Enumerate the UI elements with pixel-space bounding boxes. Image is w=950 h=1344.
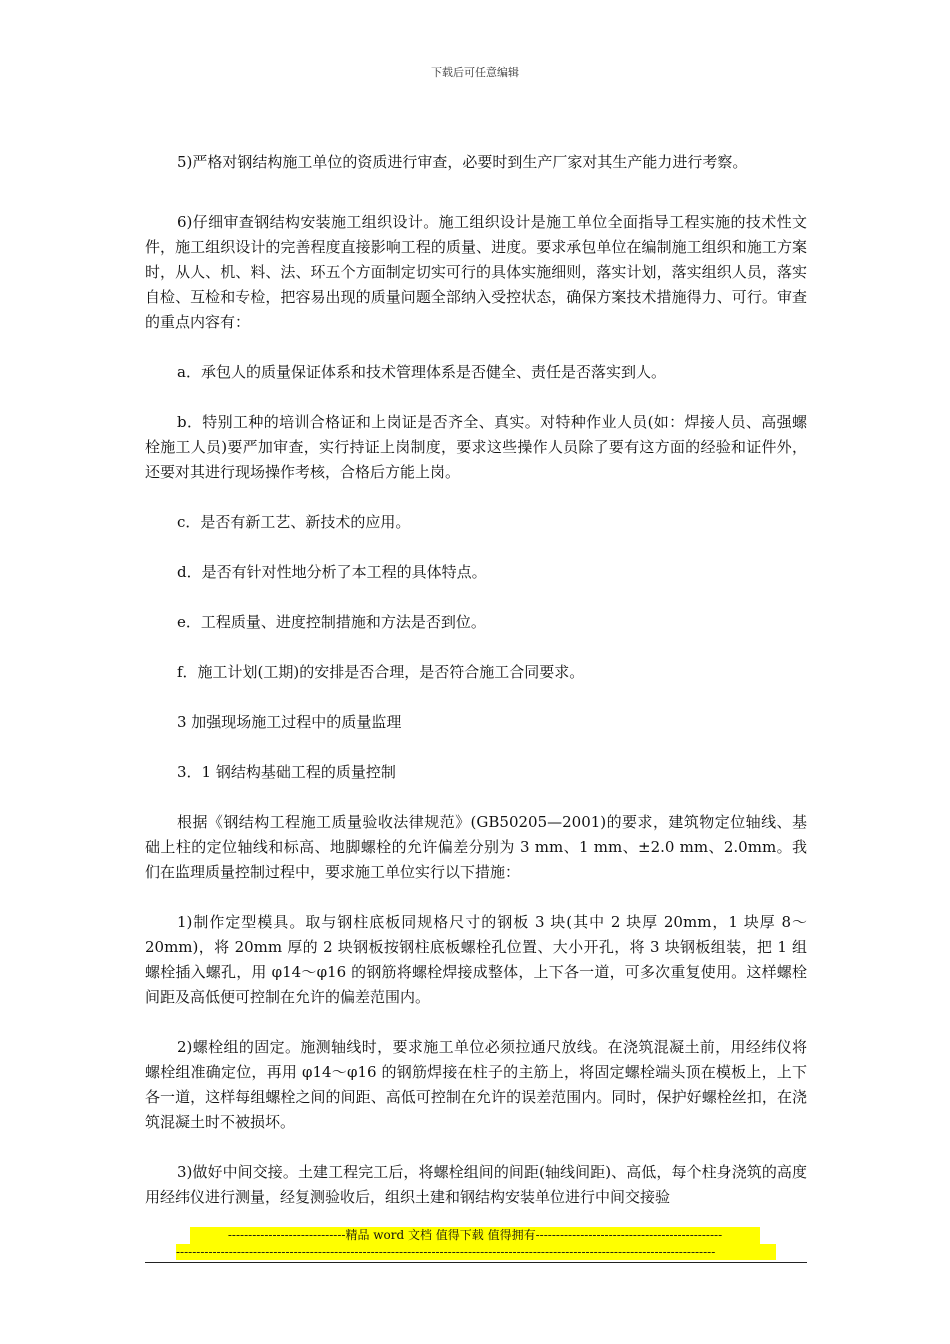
section-heading-3: 3 加强现场施工过程中的质量监理 (177, 713, 402, 731)
paragraph-point-d: d．是否有针对性地分析了本工程的具体特点。 (177, 563, 487, 581)
paragraph-point-e: e．工程质量、进度控制措施和方法是否到位。 (177, 613, 486, 631)
paragraph-item-5: 5)严格对钢结构施工单位的资质进行审查，必要时到生产厂家对其生产能力进行考察。 (177, 153, 748, 171)
paragraph-standard: 根据《钢结构工程施工质量验收法律规范》(GB50205—2001)的要求，建筑物定位轴线、基础上柱的定位轴线和标高、地脚螺栓的允许偏差分别为 3 mm、1 mm、±2.0 mm、2.0mm。我们在监理质量控制过程中，要求施工单位实行以下措施： (145, 813, 807, 881)
paragraph-point-f: f．施工计划(工期)的安排是否合理，是否符合施工合同要求。 (177, 663, 585, 681)
page-header: 下载后可任意编辑 (431, 66, 519, 79)
footer-banner: -----------------------------精品 word 文档 值得下载 值得拥有---------------------------------------------- (190, 1227, 760, 1244)
paragraph-point-c: c．是否有新工艺、新技术的应用。 (177, 513, 411, 531)
paragraph-measure-3: 3)做好中间交接。土建工程完工后，将螺栓组间的间距(轴线间距)、高低，每个柱身浇筑的高度用经纬仪进行测量，经复测验收后，组织土建和钢结构安装单位进行中间交接验 (145, 1163, 807, 1206)
paragraph-measure-2: 2)螺栓组的固定。施测轴线时，要求施工单位必须拉通尺放线。在浇筑混凝土前，用经纬仪将螺栓组准确定位，再用 φ14～φ16 的钢筋焊接在柱子的主筋上，将固定螺栓端头顶在模板上，上下各一道，这样每组螺栓之间的间距、高低可控制在允许的误差范围内。同时，保护好螺栓丝扣，在浇筑混凝土时不被损坏。 (145, 1038, 807, 1131)
footer-dashes: ------------------------------------------------------------------------------------------------------------------------------------- (176, 1244, 776, 1260)
paragraph-point-b: b．特别工种的培训合格证和上岗证是否齐全、真实。对特种作业人员(如：焊接人员、高强螺栓施工人员)要严加审查，实行持证上岗制度，要求这些操作人员除了要有这方面的经验和证件外，还要对其进行现场操作考核，合格后方能上岗。 (145, 413, 807, 481)
paragraph-point-a: a．承包人的质量保证体系和技术管理体系是否健全、责任是否落实到人。 (177, 363, 666, 381)
section-heading-3-1: 3．1 钢结构基础工程的质量控制 (177, 763, 396, 781)
paragraph-item-6: 6)仔细审查钢结构安装施工组织设计。施工组织设计是施工单位全面指导工程实施的技术性文件，施工组织设计的完善程度直接影响工程的质量、进度。要求承包单位在编制施工组织和施工方案时，从人、机、料、法、环五个方面制定切实可行的具体实施细则，落实计划，落实组织人员，落实自检、互检和专检，把容易出现的质量问题全部纳入受控状态，确保方案技术措施得力、可行。审查的重点内容有： (145, 213, 807, 331)
document-body (145, 150, 807, 1210)
footer-rule (145, 1262, 807, 1263)
paragraph-measure-1: 1)制作定型模具。取与钢柱底板同规格尺寸的钢板 3 块(其中 2 块厚 20mm，1 块厚 8～20mm)，将 20mm 厚的 2 块钢板按钢柱底板螺栓孔位置、大小开孔，将 3 块钢板组装，把 1 组螺栓插入螺孔，用 φ14～φ16 的钢筋将螺栓焊接成整体，上下各一道，可多次重复使用。这样螺栓间距及高低便可控制在允许的偏差范围内。 (145, 913, 807, 1006)
